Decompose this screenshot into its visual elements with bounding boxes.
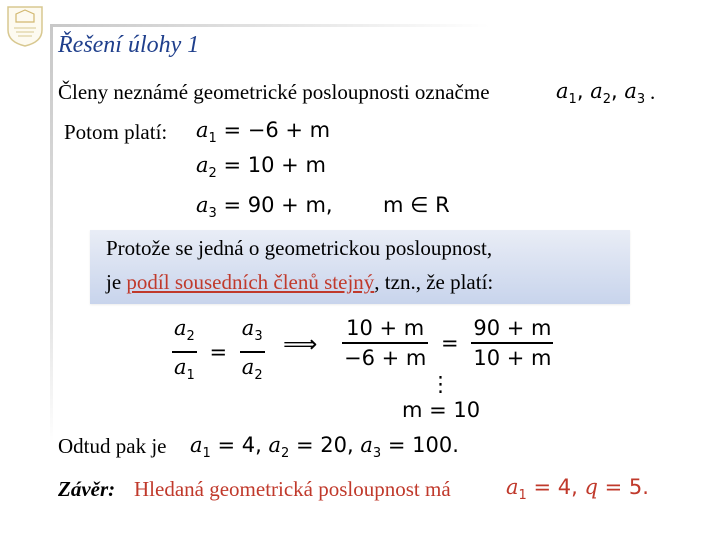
equation-a3: $a_3 = 90 + m$, (196, 193, 333, 221)
conclusion-text: Hledaná geometrická posloupnost má (134, 477, 451, 501)
fraction-a2-a1: $\frac{a_2}{a_1}$ (174, 316, 195, 383)
given-label: Potom platí: (64, 120, 168, 144)
university-seal-icon (4, 4, 46, 48)
implies-arrow: ⟹ (283, 330, 318, 358)
equation-a2: $a_2 = 10 + m$ (196, 153, 326, 181)
domain-condition: m ∈ R (383, 193, 450, 217)
fraction-left: $\frac{10 + m}{-6 + m}$ (344, 316, 427, 370)
intro-period: . (650, 80, 656, 104)
result-m: m = 10 (402, 398, 481, 422)
conclusion-values: $a_1 = 4$, q = 5. (506, 475, 649, 503)
conclusion-label: Závěr: (58, 477, 116, 501)
intro-terms: $a_1$, $a_2$, $a_3$ (556, 79, 646, 107)
frame-top-line (50, 24, 490, 27)
page-title: Řešení úlohy 1 (58, 32, 200, 58)
result-values: $a_1 = 4$, $a_2 = 20$, $a_3 = 100$. (190, 433, 459, 461)
substituted-equation: $\frac{10 + m}{-6 + m}$ = $\frac{90 + m}{10 + m}$ (344, 316, 552, 370)
frame-left-line (50, 24, 53, 444)
note-line-1: Protože se jedná o geometrickou posloupnost, (106, 236, 493, 260)
fraction-a3-a2: $\frac{a_3}{a_2}$ (241, 316, 263, 383)
ratio-equality: $\frac{a_2}{a_1}$ = $\frac{a_3}{a_2}$ (172, 316, 265, 388)
fraction-right: $\frac{90 + m}{10 + m}$ (473, 316, 552, 370)
result-label: Odtud pak je (58, 434, 167, 458)
note-line-2: je podíl sousedních členů stejný, tzn., že platí: (106, 270, 494, 294)
vertical-dots: ⋮ (430, 372, 451, 396)
intro-text: Členy neznámé geometrické posloupnosti označme (58, 80, 490, 104)
equation-a1: $a_1 = -6 + m$ (196, 118, 331, 146)
